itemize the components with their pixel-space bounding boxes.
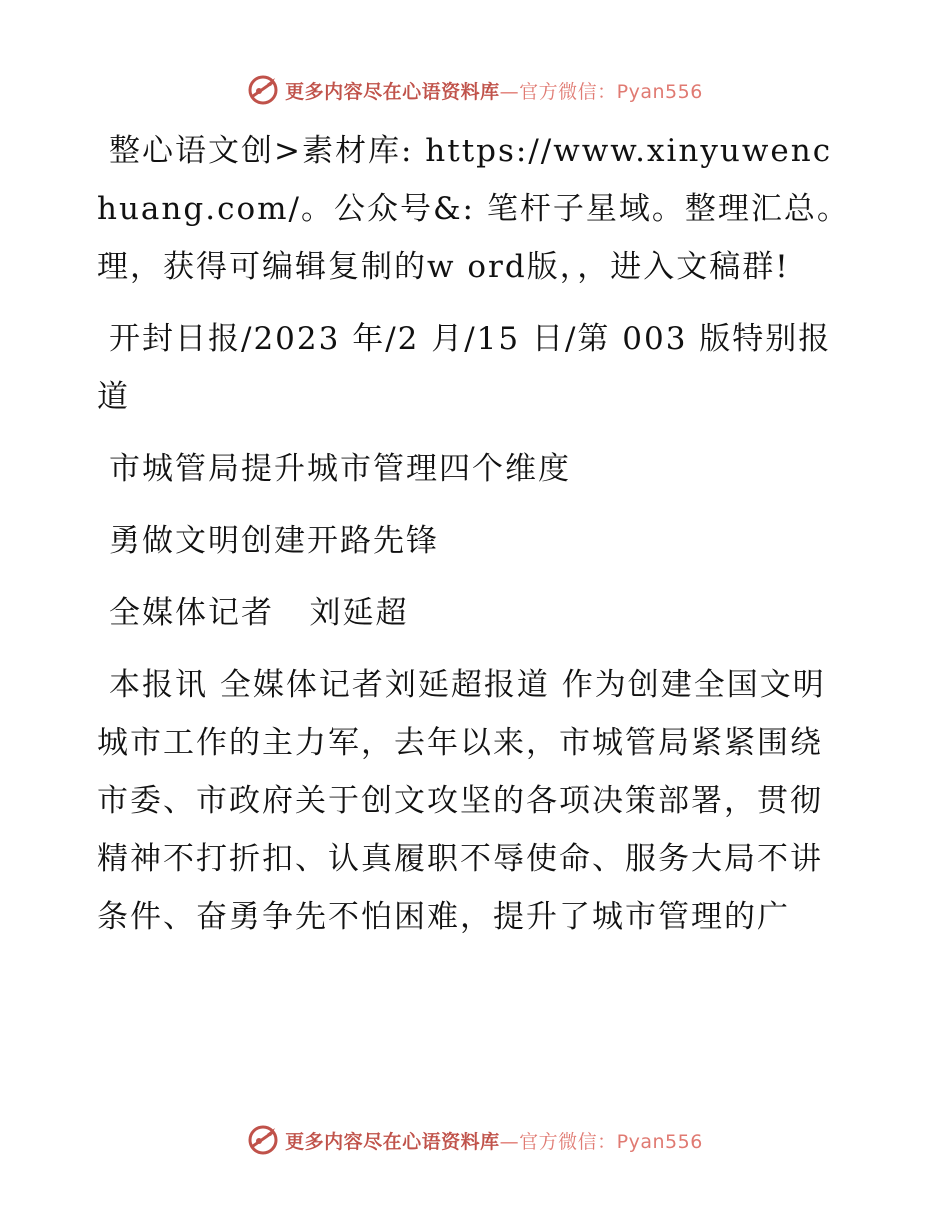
intro-paragraph: 整心语文创>素材库: https://www.xinyuwenchuang.com/。公众号&: 笔杆子星域。整理汇总。理，获得可编辑复制的w ord版，，进入文稿群! [97,133,850,285]
watermark-sub-text: —官方微信：Pyan556 [499,80,703,103]
document-body [97,122,853,960]
brand-logo-icon [247,74,279,106]
body-paragraph: 本报讯 全媒体记者刘延超报道 作为创建全国文明城市工作的主力军，去年以来，市城管局紧紧围绕市委、市政府关于创文攻坚的各项决策部署，贯彻精神不打折扣、认真履职不辱使命、服务大局不讲条件、奋勇争先不怕困难，提升了城市管理的广 [97,667,826,935]
brand-logo-icon [247,1124,279,1156]
headline-primary: 市城管局提升城市管理四个维度 [109,451,571,487]
footer-watermark [0,1120,950,1160]
watermark-sub-text: —官方微信：Pyan556 [499,1130,703,1153]
headline-secondary: 勇做文明创建开路先锋 [109,523,439,559]
header-watermark [0,70,950,110]
watermark-main-text: 更多内容尽在心语资料库 [285,1130,500,1153]
source-line: 开封日报/2023 年/2 月/15 日/第 003 版特别报道 [97,321,832,415]
watermark-main-text: 更多内容尽在心语资料库 [285,80,500,103]
byline: 全媒体记者 刘延超 [109,595,409,631]
